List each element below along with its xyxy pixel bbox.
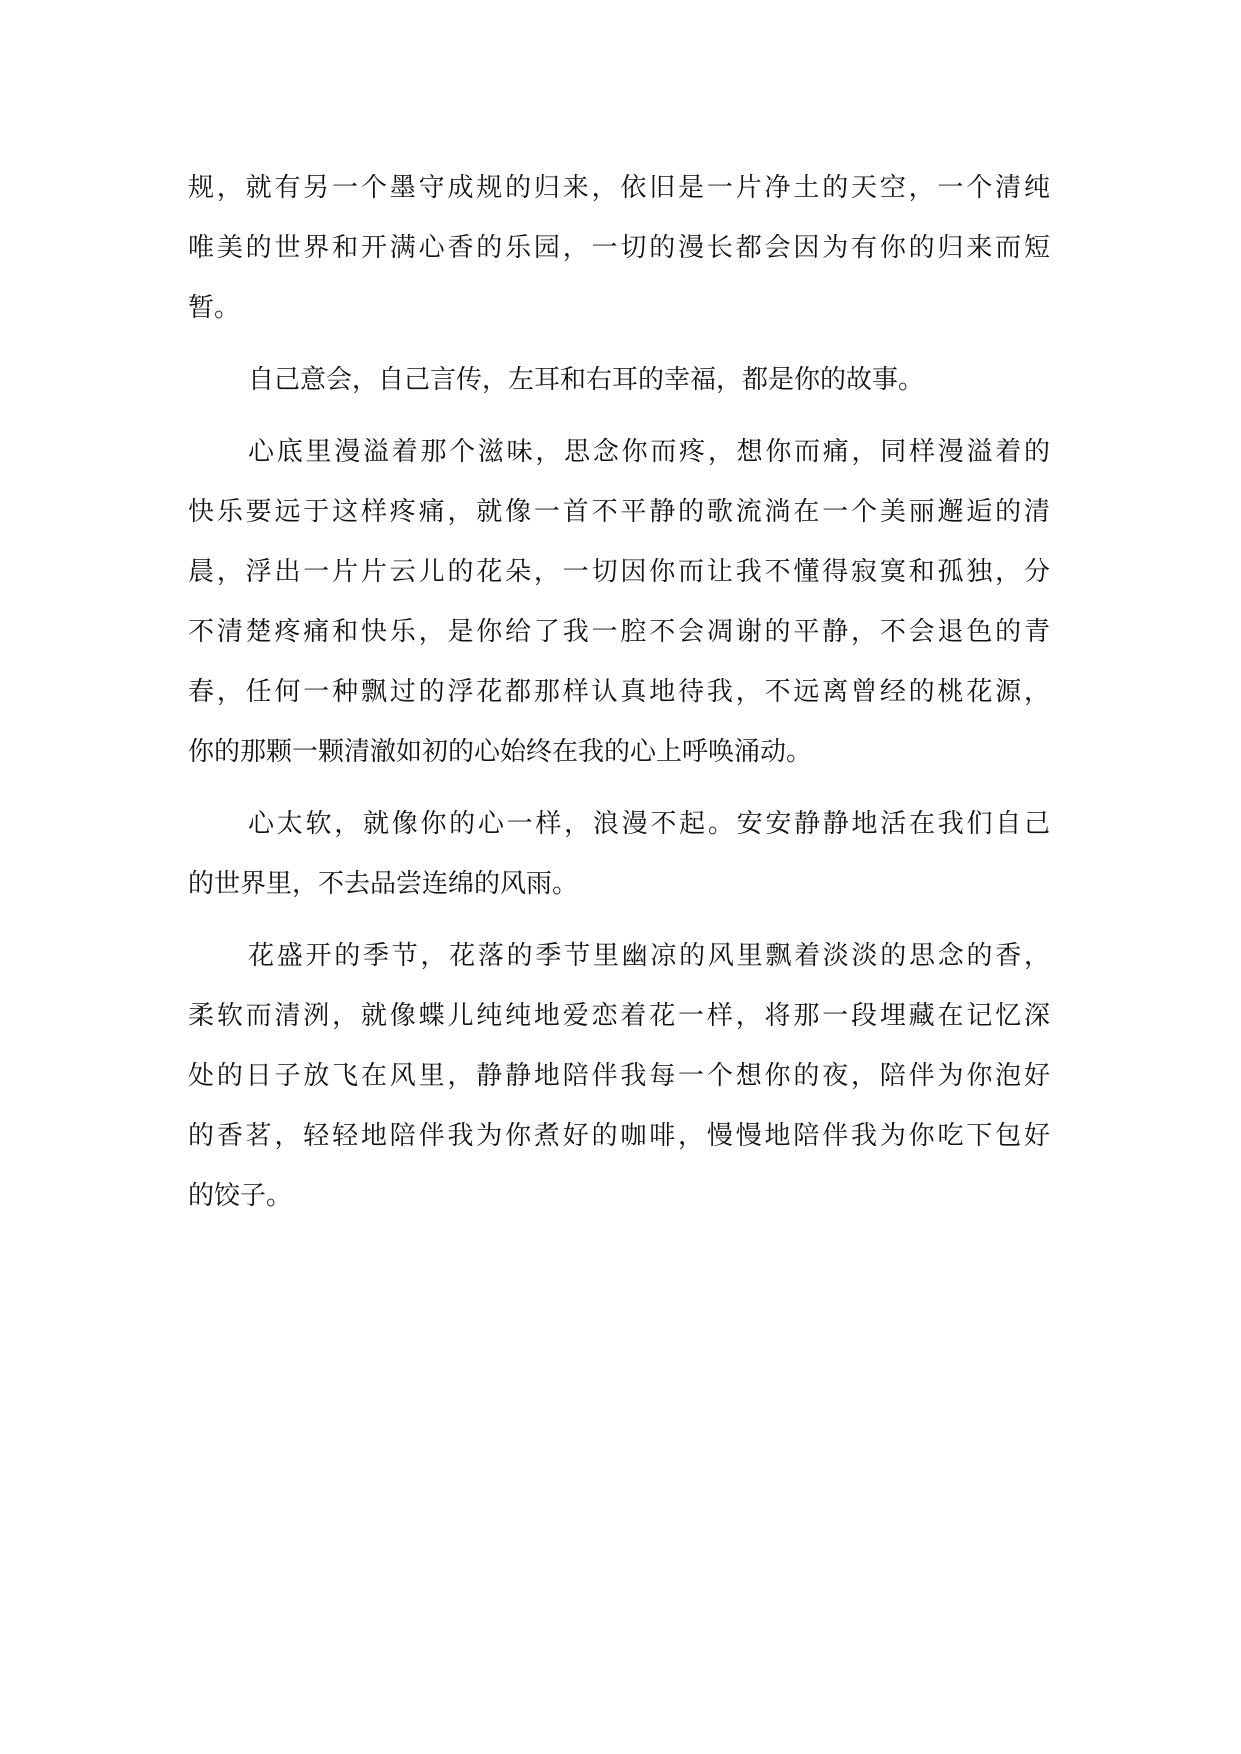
text-line: 的饺子。 xyxy=(188,1181,293,1211)
text-line: 暂。 xyxy=(188,293,241,323)
paragraph-spacer xyxy=(188,914,1050,926)
text-line: 你的那颗一颗清澈如初的心始终在我的心上呼唤涌动。 xyxy=(188,737,813,767)
paragraph xyxy=(188,422,1050,782)
text-line: 唯美的世界和开满心香的乐园，一切的漫长都会因为有你的归来而短 xyxy=(188,233,1050,263)
text-line: 晨，浮出一片片云儿的花朵，一切因你而让我不懂得寂寞和孤独，分 xyxy=(188,557,1050,587)
text-line: 柔软而清洌，就像蝶儿纯纯地爱恋着花一样，将那一段埋藏在记忆深 xyxy=(188,1001,1050,1031)
text-line: 不清楚疼痛和快乐，是你给了我一腔不会凋谢的平静，不会退色的青 xyxy=(188,617,1050,647)
text-line: 的世界里，不去品尝连绵的风雨。 xyxy=(188,869,579,899)
paragraph xyxy=(188,158,1050,338)
paragraph xyxy=(188,794,1050,914)
text-line: 快乐要远于这样疼痛，就像一首不平静的歌流淌在一个美丽邂逅的清 xyxy=(188,497,1050,527)
paragraph xyxy=(188,926,1050,1226)
paragraph-spacer xyxy=(188,338,1050,350)
paragraph-spacer xyxy=(188,782,1050,794)
text-line: 的香茗，轻轻地陪伴我为你煮好的咖啡，慢慢地陪伴我为你吃下包好 xyxy=(188,1121,1050,1151)
paragraph-spacer xyxy=(188,410,1050,422)
text-line: 处的日子放飞在风里，静静地陪伴我每一个想你的夜，陪伴为你泡好 xyxy=(188,1061,1050,1091)
text-line: 心底里漫溢着那个滋味，思念你而疼，想你而痛，同样漫溢着的 xyxy=(248,437,1050,467)
text-line: 春，任何一种飘过的浮花都那样认真地待我，不远离曾经的桃花源， xyxy=(188,677,1050,707)
text-line: 花盛开的季节，花落的季节里幽凉的风里飘着淡淡的思念的香， xyxy=(248,941,1050,971)
paragraph xyxy=(188,350,1050,410)
text-line: 规，就有另一个墨守成规的归来，依旧是一片净土的天空，一个清纯 xyxy=(188,173,1050,203)
document-body xyxy=(188,158,1050,1226)
text-line: 自己意会，自己言传，左耳和右耳的幸福，都是你的故事。 xyxy=(248,365,925,395)
text-line: 心太软，就像你的心一样，浪漫不起。安安静静地活在我们自己 xyxy=(248,809,1050,839)
